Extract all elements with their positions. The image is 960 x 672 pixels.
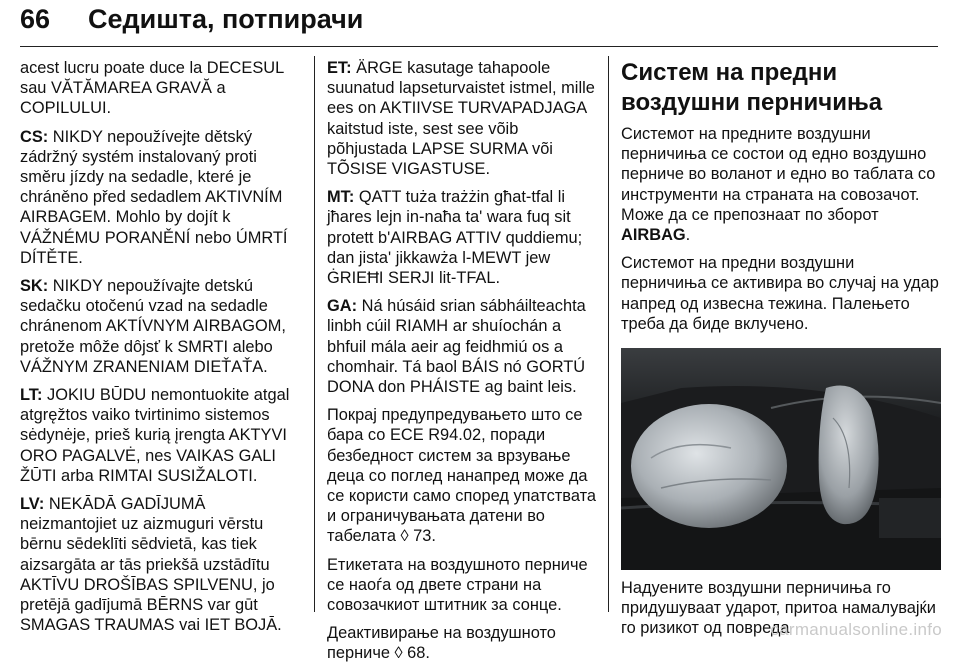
warning-paragraph — [20, 385, 302, 486]
warning-paragraph — [20, 494, 302, 635]
warning-paragraph — [20, 276, 302, 377]
language-code: CS: — [20, 127, 49, 146]
language-code: SK: — [20, 277, 49, 296]
warning-text: ÄRGE kasutage tahapoole suunatud lapseturvaistet istmel, mille ees on AKTIIVSE TURVAPADJAGA kaitstud iste, sest see võib põhjustada LAPSE SURMA või TÕSISE VIGASTUSE. — [327, 59, 595, 179]
language-code: MT: — [327, 188, 355, 207]
figure-caption: Надуените воздушни перничиња го придушуваат ударот, притоа намалувајќи го ризикот од повреда — [621, 579, 936, 638]
body-text: Покрај предупредувањето што се бара со ECE R94.02, поради безбедност систем за врзување деца со поглед нанапред може да се користи само според упатствата и ограничувањата датени во табелата ◊ 73. — [327, 406, 597, 546]
warning-text: QATT tuża trażżin għat-tfal li jħares lejn in-naħa ta' wara fuq sit protett b'AIRBAG ATTIV quddiemu; dan jista' jikkawża l-MEWT jew ĠRIEĦI SERJI lit-TFAL. — [327, 188, 583, 288]
warning-paragraph — [327, 296, 599, 397]
body-text: Етикетата на воздушното перниче се наоѓа од двете страни на совозачкиот штитник за сонце. — [327, 555, 588, 615]
body-paragraph: Системот на предните воздушни перничиња се состои од едно воздушно перниче во воланот и едно во таблата со инструменти на страната на совозачот. Може да се препознаат по зборот AIRBAG. — [621, 125, 936, 245]
warning-text: Ná húsáid srian sábháilteachta linbh cúil RIAMH ar shuíochán a bhfuil mála aeir ag feidhmiú os a chomhair. Tá baol BÁIS nó GORTÚ DONA don PHÁISTE ag baint leis. — [327, 297, 586, 397]
column-1 — [20, 58, 302, 643]
warning-text: NEKĀDĀ GADĪJUMĀ neizmantojiet uz aizmuguri vērstu bērnu sēdeklīti sēdvietā, kas tiek aizsargāta ar tās priekšā uzstādītu AKTĪVU DROŠĪBAS SPILVENU, jo pretējā gadījumā BĒRNS var gūt SMAGAS TRAUMAS vai IET BOJĀ. — [20, 495, 282, 635]
warning-paragraph — [20, 127, 302, 268]
airbag-keyword: AIRBAG — [621, 226, 686, 245]
watermark: carmanualsonline.info — [770, 620, 942, 639]
warning-paragraph — [20, 58, 302, 119]
language-code: LT: — [20, 386, 43, 405]
section-title: Седишта, потпирачи — [88, 4, 364, 34]
warning-text: acest lucru poate duce la DECESUL sau VĂTĂMAREA GRAVĂ a COPILULUI. — [20, 59, 284, 118]
warning-text: JOKIU BŪDU nemontuokite atgal atgręžtos vaiko tvirtinimo sistemos sėdynėje, prieš kurią įrengta AKTYVI ORO PAGALVĖ, nes VAIKAS GALI ŽŪTI arba RIMTAI SUSIŽALOTI. — [20, 386, 290, 485]
airbag-photo — [621, 348, 941, 570]
column-divider — [608, 56, 609, 612]
section-heading: Систем на предни воздушни перничиња — [621, 59, 883, 116]
body-paragraph — [327, 555, 599, 616]
body-paragraph — [327, 623, 599, 663]
column-divider — [314, 56, 315, 612]
column-3 — [621, 58, 941, 647]
body-text: Деактивирање на воздушното перниче ◊ 68. — [327, 624, 556, 663]
warning-text: NIKDY nepoužívajte detskú sedačku otočenú vzad na sedadle chránenom AKTÍVNYM AIRBAGOM, pretože môže dôjsť k SMRTI alebo VÁŽNYM ZRANENIAM DIEŤAŤA. — [20, 277, 286, 376]
page-number: 66 — [20, 4, 51, 34]
body-paragraph — [327, 405, 599, 546]
airbag-illustration — [621, 348, 941, 570]
body-paragraph: Системот на предни воздушни перничиња се активира во случај на удар напред од извесна тежина. Палењето треба да биде вклучено. — [621, 254, 939, 333]
language-code: ET: — [327, 59, 352, 77]
warning-paragraph — [327, 187, 599, 288]
language-code: LV: — [20, 495, 45, 514]
warning-paragraph — [327, 58, 599, 179]
page-header — [20, 0, 938, 47]
warning-text: NIKDY nepoužívejte dětský zádržný systém instalovaný proti směru jízdy na sedadle, které je chráněno před sedadlem AKTIVNÍM AIRBAGEM. Mohlo by dojít k VÁŽNÉMU PORANĚNÍ nebo ÚMRTÍ DÍTĚTE. — [20, 127, 288, 267]
column-2 — [327, 58, 599, 672]
language-code: GA: — [327, 297, 358, 316]
